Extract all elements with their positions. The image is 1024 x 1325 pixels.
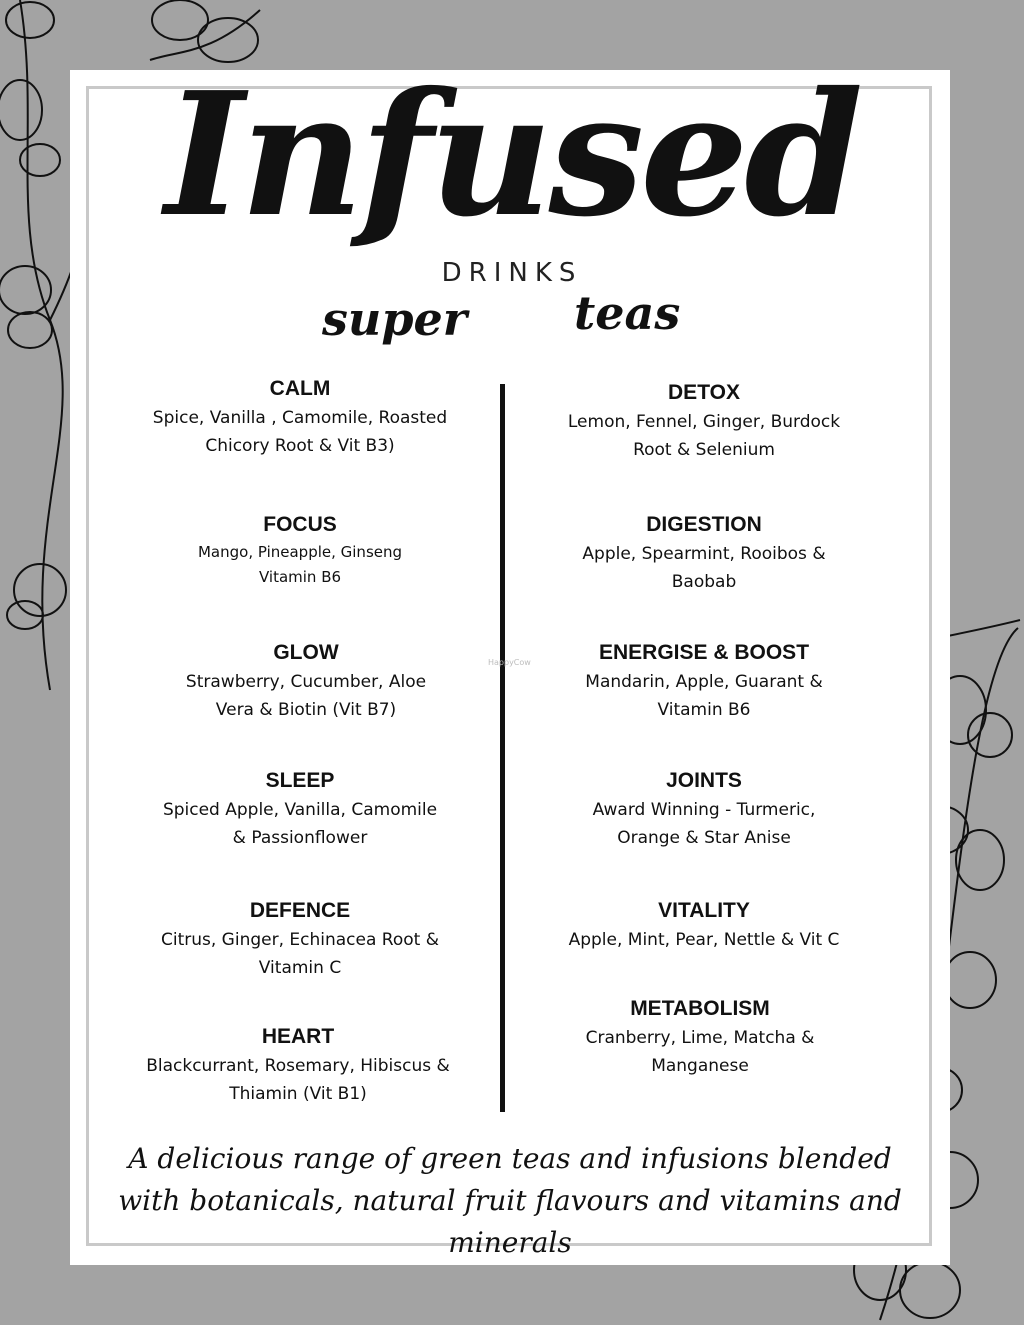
menu-item-desc: Apple, Mint, Pear, Nettle & Vit C [568,930,840,950]
menu-item-desc: Mandarin, Apple, Guarant & Vitamin B6 [585,672,823,720]
watermark-text: HappyCow [488,658,531,667]
menu-item-name: DEFENCE [249,899,351,922]
menu-item-metabolism [530,996,870,1080]
menu-item-desc: Cranberry, Lime, Matcha & Manganese [585,1028,815,1076]
menu-item-calm [130,376,470,460]
section-script-super: super [322,292,468,346]
menu-item-glow [136,640,476,724]
menu-item-desc: Blackcurrant, Rosemary, Hibiscus & Thiamin (Vit B1) [146,1056,450,1104]
menu-item-focus [130,512,470,590]
menu-item-name: FOCUS [263,513,337,536]
menu-item-defence [130,898,470,982]
menu-item-sleep [130,768,470,852]
menu-item-heart [128,1024,468,1108]
menu-item-name: SLEEP [265,769,335,792]
menu-item-desc: Lemon, Fennel, Ginger, Burdock Root & Selenium [567,412,841,460]
menu-item-desc: Apple, Spearmint, Rooibos & Baobab [582,544,826,592]
menu-item-desc: Award Winning - Turmeric, Orange & Star Anise [592,800,816,848]
brand-title: Infused [164,55,860,255]
menu-item-joints [534,768,874,852]
section-script-teas: teas [574,286,681,340]
menu-item-desc: Citrus, Ginger, Echinacea Root & Vitamin C [161,930,439,978]
brand-subtitle: DRINKS [441,258,583,288]
menu-item-desc: Strawberry, Cucumber, Aloe Vera & Biotin (Vit B7) [185,672,427,720]
menu-item-desc: Spiced Apple, Vanilla, Camomile & Passionflower [162,800,438,848]
menu-item-name: CALM [269,377,331,400]
menu-item-name: DETOX [668,381,740,404]
menu-item-name: GLOW [273,641,339,664]
menu-item-digestion [534,512,874,596]
menu-item-desc: Spice, Vanilla , Camomile, Roasted Chicory Root & Vit B3) [152,408,448,456]
menu-item-name: HEART [261,1025,335,1048]
menu-item-name: METABOLISM [630,997,770,1020]
menu-item-vitality [534,898,874,954]
menu-item-name: VITALITY [658,899,750,922]
menu-footer-tagline: A delicious range of green teas and infusions blended with botanicals, natural fruit flavours and vitamins and minerals [118,1142,902,1259]
menu-item-name: ENERGISE & BOOST [598,641,810,664]
menu-item-energise-boost [534,640,874,724]
menu-item-name: DIGESTION [646,513,762,536]
menu-item-name: JOINTS [666,769,742,792]
menu-item-detox [534,380,874,464]
column-divider [500,384,505,1112]
menu-item-desc: Mango, Pineapple, Ginseng Vitamin B6 [197,543,403,586]
